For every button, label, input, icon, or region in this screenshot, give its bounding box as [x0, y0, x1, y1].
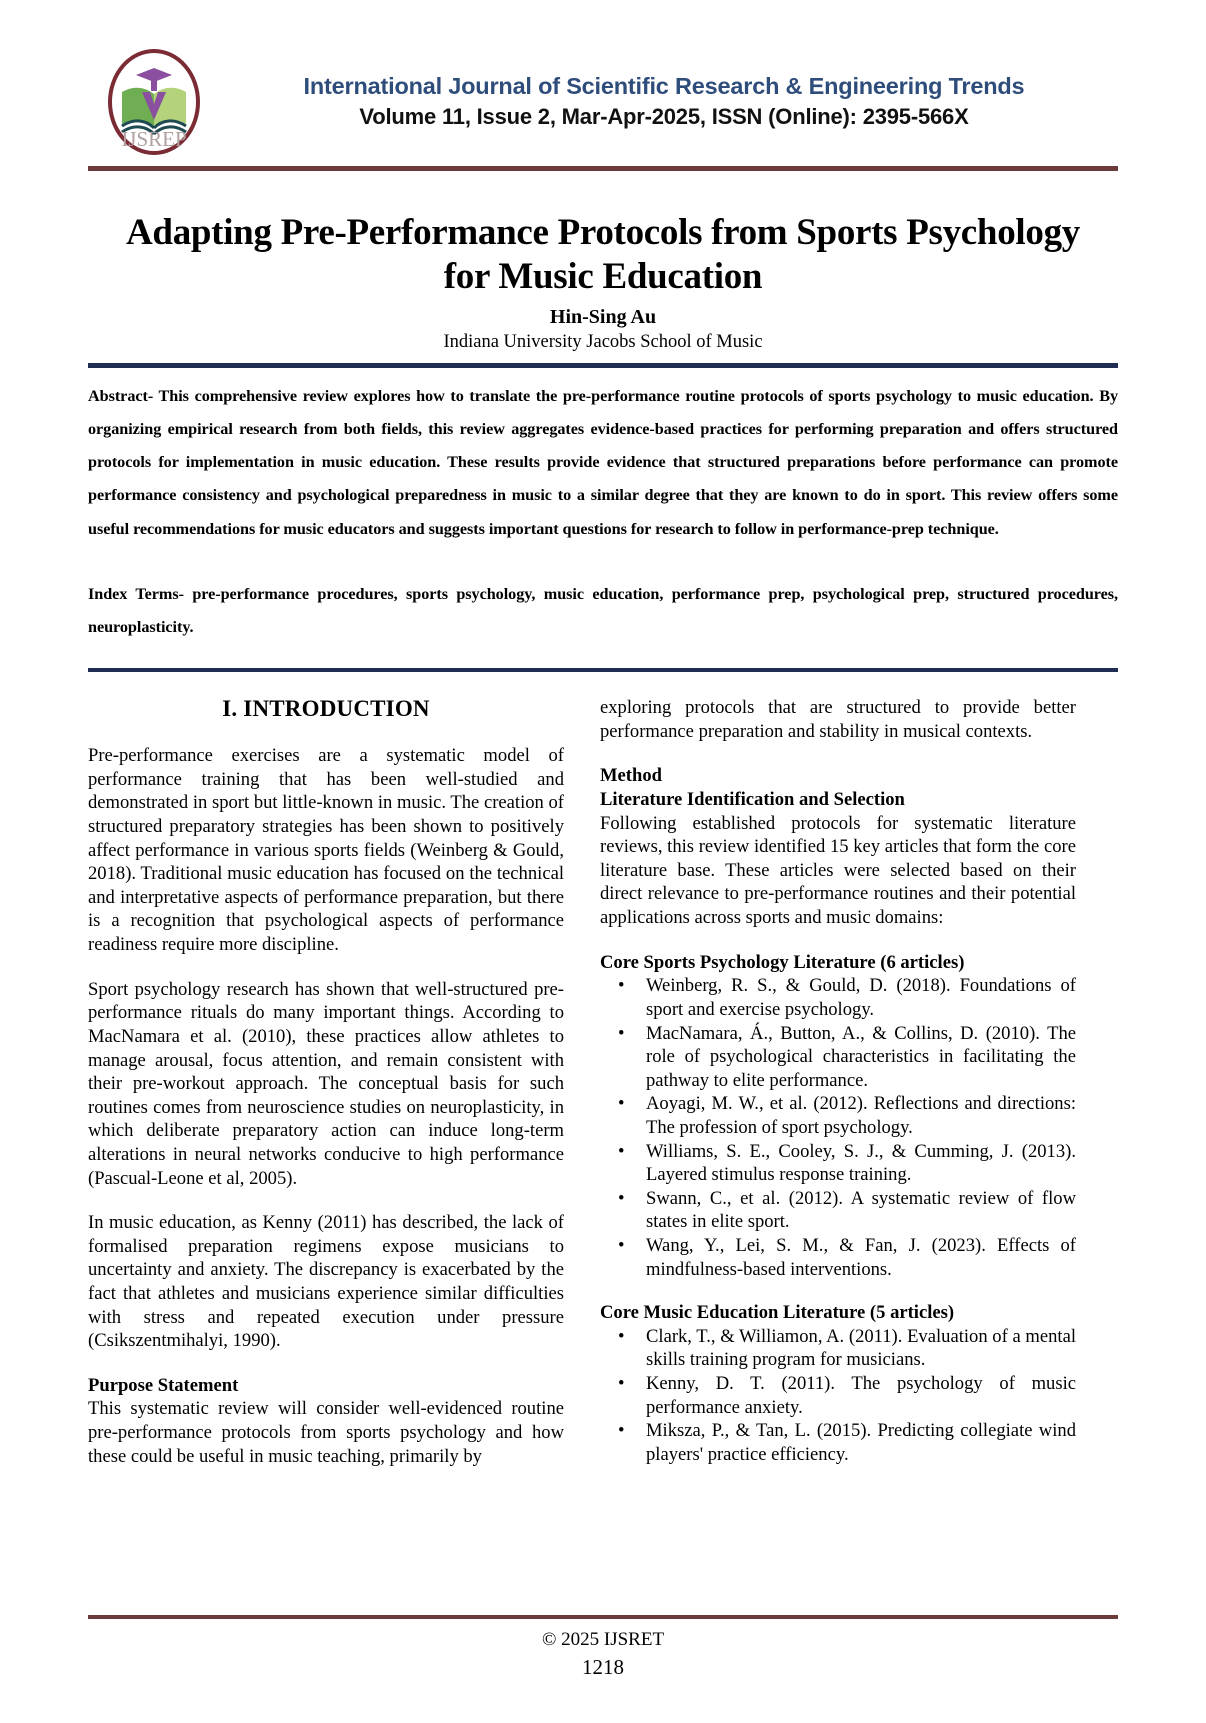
music-literature-heading: Core Music Education Literature (5 articles): [600, 1302, 955, 1324]
section-heading-introduction: I. INTRODUCTION: [222, 696, 430, 722]
list-item: [600, 1325, 1076, 1372]
bullet-icon: •: [618, 1420, 625, 1442]
list-item: [600, 1092, 1076, 1139]
abstract-bottom-divider: [88, 668, 1118, 672]
bullet-icon: •: [618, 1235, 625, 1256]
reference-text: Weinberg, R. S., & Gould, D. (2018). Foundations of sport and exercise psychology.: [646, 975, 1076, 1020]
list-item: [600, 1234, 1076, 1281]
author-name: Hin-Sing Au: [549, 305, 657, 328]
reference-text: MacNamara, Á., Button, A., & Collins, D. (2010). The role of psychological characteristics in facilitating the pathway to elite performance.: [646, 1022, 1076, 1091]
list-item: [600, 1372, 1076, 1419]
footer-divider: [88, 1615, 1118, 1619]
bullet-icon: •: [618, 1093, 625, 1115]
list-item: [600, 1187, 1076, 1234]
title-block: [88, 211, 1118, 353]
logo-graphic: [102, 48, 206, 156]
purpose-statement-text: This systematic review will consider well-evidenced routine pre-performance protocols from sports psychology and how these could be useful in music teaching, primarily by: [88, 1398, 564, 1467]
bullet-icon: •: [618, 1187, 625, 1209]
intro-paragraph-3: In music education, as Kenny (2011) has described, the lack of formalised preparation regimens expose musicians to uncertainty and anxiety. The discrepancy is exacerbated by the fact that athletes and musicians experience similar difficulties with stress and repeated execution under pressure (Csikszentmihalyi, 1990).: [88, 1212, 564, 1352]
purpose-statement-heading: Purpose Statement: [88, 1374, 239, 1396]
logo-wordmark: IJSREP: [121, 127, 187, 151]
journal-logo: [88, 46, 220, 158]
music-literature-list: [600, 1325, 1076, 1467]
abstract-text: Abstract- This comprehensive review explores how to translate the pre-performance routine protocols of sports psychology to music education. By organizing empirical research from both fields, this review aggregates evidence-based practices for performing preparation and offers structured protocols for implementation in music education. These results provide evidence that structured preparations before performance can promote performance consistency and psychological preparedness in music to a similar degree that they are known to do in sport. This review offers some useful recommendations for music educators and suggests important questions for research to follow in performance-prep technique.: [88, 386, 1118, 538]
author-affiliation: Indiana University Jacobs School of Music: [443, 331, 763, 352]
bullet-icon: •: [618, 1325, 625, 1347]
abstract-top-divider: [88, 363, 1118, 368]
index-terms-text: Index Terms- pre-performance procedures, sports psychology, music education, performance prep, psychological prep, structured procedures, neuroplasticity.: [88, 584, 1118, 636]
masthead: [88, 46, 1118, 158]
list-item: [600, 1140, 1076, 1187]
page-footer: [88, 1615, 1118, 1681]
header-divider: [88, 166, 1118, 171]
list-item: [600, 1022, 1076, 1093]
reference-text: Kenny, D. T. (2011). The psychology of music performance anxiety.: [646, 1373, 1076, 1418]
sports-literature-heading: Core Sports Psychology Literature (6 articles): [600, 951, 965, 973]
left-column: [88, 696, 564, 1468]
sports-literature-list: [600, 974, 1076, 1281]
literature-selection-text: Following established protocols for systematic literature reviews, this review identified 15 key articles that form the core literature base. These articles were selected based on their direct relevance to pre-performance routines and their potential applications across sports and music domains:: [600, 812, 1076, 929]
reference-text: Swann, C., et al. (2012). A systematic review of flow states in elite sport.: [646, 1187, 1076, 1233]
intro-paragraph-2: Sport psychology research has shown that well-structured pre-performance rituals do many important things. According to MacNamara et al. (2010), these practices allow athletes to manage arousal, focus attention, and remain consistent with their pre-workout approach. The conceptual basis for such routines comes from neuroscience studies on neuroplasticity, in which deliberate preparatory action can induce long-term alterations in neural networks conducive to high performance (Pascual-Leone et al, 2005).: [88, 978, 564, 1189]
reference-text: Williams, S. E., Cooley, S. J., & Cumming, J. (2013). Layered stimulus response training.: [646, 1140, 1076, 1186]
journal-issue-line: Volume 11, Issue 2, Mar-Apr-2025, ISSN (Online): 2395-566X: [359, 104, 969, 130]
reference-text: Clark, T., & Williamon, A. (2011). Evaluation of a mental skills training program for musicians.: [646, 1325, 1076, 1371]
page-title: Adapting Pre-Performance Protocols from Sports Psychology for Music Education: [126, 212, 1080, 298]
purpose-statement-continuation: exploring protocols that are structured to provide better performance preparation and stability in musical contexts.: [600, 697, 1076, 742]
list-item: [600, 1419, 1076, 1466]
body-columns: [88, 696, 1118, 1468]
method-heading: Method: [600, 765, 662, 787]
right-column: [600, 696, 1076, 1468]
masthead-text: [220, 72, 1118, 132]
bullet-icon: •: [618, 975, 625, 997]
bullet-icon: •: [618, 1140, 625, 1162]
list-item: [600, 974, 1076, 1021]
journal-name: International Journal of Scientific Research & Engineering Trends: [303, 73, 1025, 100]
bullet-icon: •: [618, 1373, 625, 1395]
bullet-icon: •: [618, 1022, 625, 1044]
reference-text: Miksza, P., & Tan, L. (2015). Predicting collegiate wind players' practice efficiency.: [646, 1420, 1076, 1465]
intro-paragraph-1: Pre-performance exercises are a systematic model of performance training that has been well-studied and demonstrated in sport but little-known in music. The creation of structured preparatory strategies has been shown to positively affect performance in various sports fields (Weinberg & Gould, 2018). Traditional music education has focused on the technical and interpretative aspects of performance preparation, but there is a recognition that psychological aspects of performance readiness require more discipline.: [88, 745, 564, 956]
reference-text: Wang, Y., Lei, S. M., & Fan, J. (2023). Effects of mindfulness-based interventions.: [646, 1235, 1076, 1280]
copyright-notice: © 2025 IJSRET: [541, 1629, 665, 1651]
literature-selection-heading: Literature Identification and Selection: [600, 789, 905, 811]
page-number: 1218: [582, 1654, 624, 1679]
reference-text: Aoyagi, M. W., et al. (2012). Reflections and directions: The profession of sport psychology.: [646, 1093, 1076, 1138]
